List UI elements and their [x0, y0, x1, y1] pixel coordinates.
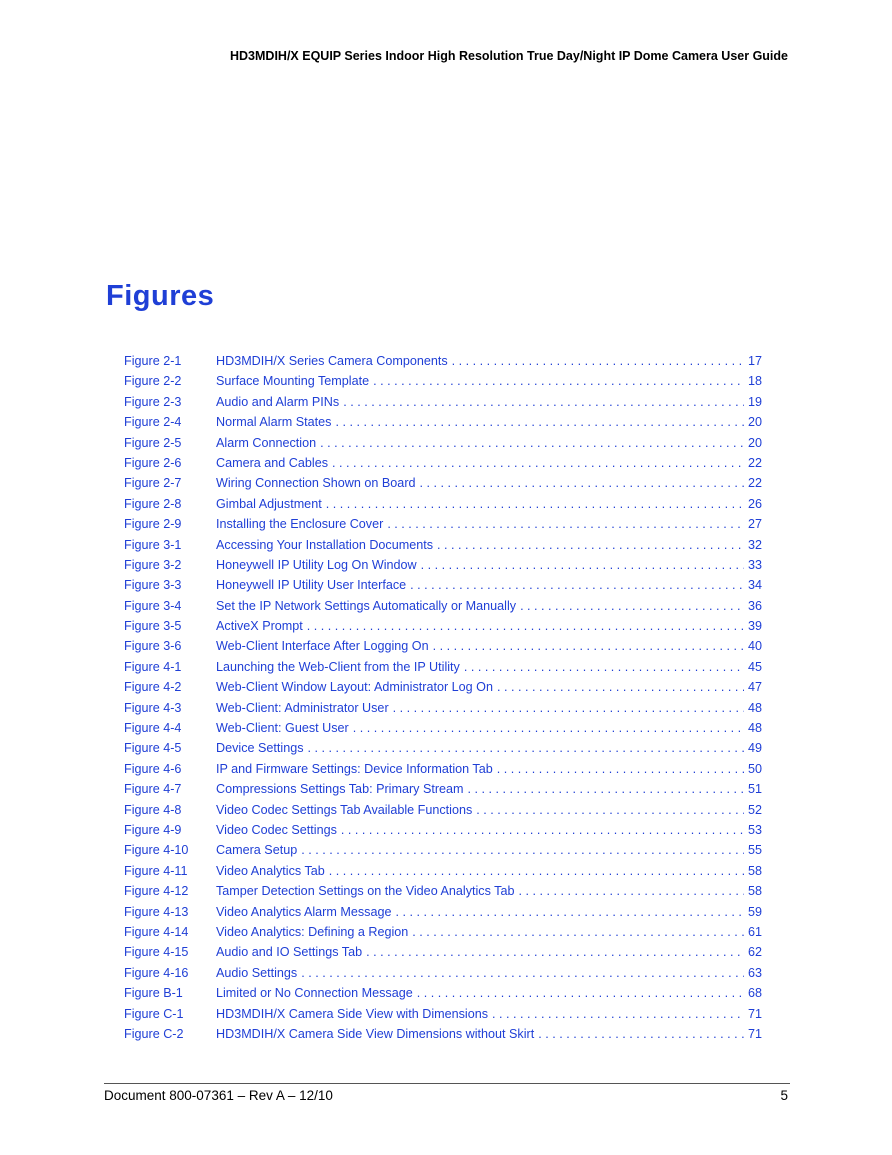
figure-number-link[interactable]: Figure 4-13 [124, 904, 189, 919]
figure-page-number-link[interactable]: 19 [747, 394, 762, 409]
figure-list-item[interactable] [124, 905, 762, 925]
figure-title-link[interactable]: Normal Alarm States [216, 415, 332, 430]
dot-leader [301, 966, 744, 980]
dot-leader [492, 1007, 744, 1021]
figure-page-number-link[interactable]: 55 [747, 843, 762, 858]
dot-leader [366, 945, 744, 959]
figure-list-item[interactable] [124, 701, 762, 721]
figure-list-item[interactable] [124, 395, 762, 415]
dot-leader [421, 558, 744, 572]
figure-number-link[interactable]: Figure 4-8 [124, 802, 182, 817]
figure-page-number-link[interactable]: 39 [747, 619, 762, 634]
dot-leader [329, 864, 744, 878]
dot-leader [437, 538, 744, 552]
figure-number-link[interactable]: Figure 4-5 [124, 741, 182, 756]
figure-number-link[interactable]: Figure 2-5 [124, 435, 182, 450]
figure-title-link[interactable]: Audio and IO Settings Tab [216, 945, 363, 960]
figure-list-item[interactable] [124, 741, 762, 761]
dot-leader [387, 517, 744, 531]
dot-leader [412, 925, 744, 939]
figure-list-item[interactable] [124, 884, 762, 904]
dot-leader [301, 843, 744, 857]
figure-number-link[interactable]: Figure 2-7 [124, 476, 182, 491]
figure-number-link[interactable]: Figure 4-1 [124, 659, 182, 674]
footer-divider [104, 1083, 790, 1084]
figure-number-link[interactable]: Figure 3-1 [124, 537, 182, 552]
figure-page-number-link[interactable]: 33 [747, 557, 762, 572]
dot-leader [420, 476, 744, 490]
figure-title-link[interactable]: Surface Mounting Template [216, 374, 370, 389]
figure-page-number-link[interactable]: 45 [747, 659, 762, 674]
figure-number-link[interactable]: Figure 3-6 [124, 639, 182, 654]
figure-title-link[interactable]: Launching the Web-Client from the IP Utility [216, 659, 460, 674]
figure-number-link[interactable]: Figure 2-4 [124, 415, 182, 430]
dot-leader [343, 395, 744, 409]
figure-title-link[interactable]: Installing the Enclosure Cover [216, 517, 384, 532]
figure-number-link[interactable]: Figure 4-3 [124, 700, 182, 715]
dot-leader [468, 782, 744, 796]
dot-leader [308, 741, 744, 755]
figure-title-link[interactable]: Camera and Cables [216, 455, 329, 470]
figure-page-number-link[interactable]: 40 [747, 639, 762, 654]
footer-document-info: Document 800-07361 – Rev A – 12/10 [104, 1088, 333, 1103]
figure-list-item[interactable] [124, 578, 762, 598]
figure-page-number-link[interactable]: 68 [747, 986, 762, 1001]
figure-title-link[interactable]: IP and Firmware Settings: Device Information Tab [216, 761, 493, 776]
figure-page-number-link[interactable]: 59 [747, 904, 762, 919]
figure-number-link[interactable]: Figure 4-6 [124, 761, 182, 776]
figure-title-link[interactable]: Video Analytics Tab [216, 863, 325, 878]
page-title: Figures [106, 280, 215, 312]
figure-title-link[interactable]: Audio Settings [216, 965, 298, 980]
dot-leader [538, 1027, 744, 1041]
figure-list-item[interactable] [124, 721, 762, 741]
figure-number-link[interactable]: Figure B-1 [124, 986, 183, 1001]
figure-title-link[interactable]: Video Codec Settings Tab Available Functions [216, 802, 473, 817]
figure-list-item[interactable] [124, 619, 762, 639]
dot-leader [307, 619, 744, 633]
figures-list [124, 354, 762, 1047]
figure-title-link[interactable]: Video Analytics: Defining a Region [216, 924, 409, 939]
figure-page-number-link[interactable]: 53 [747, 822, 762, 837]
figure-number-link[interactable]: Figure 4-15 [124, 945, 189, 960]
figure-page-number-link[interactable]: 58 [747, 863, 762, 878]
figure-number-link[interactable]: Figure 4-11 [124, 863, 188, 878]
dot-leader [320, 436, 744, 450]
figure-list-item[interactable] [124, 1007, 762, 1027]
figure-page-number-link[interactable]: 48 [747, 700, 762, 715]
figure-page-number-link[interactable]: 26 [747, 496, 762, 511]
dot-leader [341, 823, 744, 837]
figure-number-link[interactable]: Figure 3-4 [124, 598, 182, 613]
figure-list-item[interactable] [124, 864, 762, 884]
figure-title-link[interactable]: Alarm Connection [216, 435, 317, 450]
figure-page-number-link[interactable]: 51 [747, 782, 762, 797]
figure-title-link[interactable]: Web-Client Window Layout: Administrator Log On [216, 680, 493, 695]
figure-title-link[interactable]: Honeywell IP Utility User Interface [216, 578, 407, 593]
figure-page-number-link[interactable]: 49 [747, 741, 762, 756]
figure-title-link[interactable]: Web-Client: Administrator User [216, 700, 389, 715]
dot-leader [417, 986, 744, 1000]
figure-title-link[interactable]: Honeywell IP Utility Log On Window [216, 557, 417, 572]
dot-leader [464, 660, 744, 674]
figure-list-item[interactable] [124, 843, 762, 863]
figure-title-link[interactable]: Gimbal Adjustment [216, 496, 322, 511]
figure-list-item[interactable] [124, 782, 762, 802]
figure-number-link[interactable]: Figure 3-2 [124, 557, 182, 572]
dot-leader [476, 803, 744, 817]
figure-number-link[interactable]: Figure C-1 [124, 1006, 184, 1021]
figure-list-item[interactable] [124, 823, 762, 843]
figure-list-item[interactable] [124, 538, 762, 558]
figure-number-link[interactable]: Figure 2-2 [124, 374, 182, 389]
figure-number-link[interactable]: Figure 2-1 [124, 354, 182, 368]
figure-list-item[interactable] [124, 639, 762, 659]
figure-page-number-link[interactable]: 48 [747, 721, 762, 736]
dot-leader [433, 639, 744, 653]
figure-number-link[interactable]: Figure 2-3 [124, 394, 182, 409]
dot-leader [497, 680, 744, 694]
figure-page-number-link[interactable]: 71 [747, 1026, 762, 1041]
dot-leader [373, 374, 744, 388]
figure-title-link[interactable]: Web-Client Interface After Logging On [216, 639, 429, 654]
figure-list-item[interactable] [124, 517, 762, 537]
figure-title-link[interactable]: Wiring Connection Shown on Board [216, 476, 416, 491]
figure-list-item[interactable] [124, 599, 762, 619]
figure-number-link[interactable]: Figure 2-9 [124, 517, 182, 532]
dot-leader [452, 354, 744, 368]
figure-number-link[interactable]: Figure C-2 [124, 1026, 184, 1041]
figure-title-link[interactable]: Limited or No Connection Message [216, 986, 413, 1001]
figure-list-item[interactable] [124, 945, 762, 965]
dot-leader [393, 701, 744, 715]
figure-number-link[interactable]: Figure 4-2 [124, 680, 182, 695]
figure-number-link[interactable]: Figure 3-5 [124, 619, 182, 634]
dot-leader [410, 578, 744, 592]
figure-title-link[interactable]: Camera Setup [216, 843, 298, 858]
figure-number-link[interactable]: Figure 4-14 [124, 924, 189, 939]
figure-page-number-link[interactable]: 22 [747, 455, 762, 470]
figure-number-link[interactable]: Figure 4-12 [124, 884, 189, 899]
figure-list-item[interactable] [124, 803, 762, 823]
figure-page-number-link[interactable]: 61 [747, 924, 762, 939]
figure-list-item[interactable] [124, 680, 762, 700]
dot-leader [335, 415, 744, 429]
figure-page-number-link[interactable]: 71 [747, 1006, 762, 1021]
footer-page-number: 5 [780, 1088, 788, 1103]
figure-list-item[interactable] [124, 966, 762, 986]
figure-list-item[interactable] [124, 925, 762, 945]
figure-page-number-link[interactable]: 18 [747, 374, 762, 389]
figure-list-item[interactable] [124, 415, 762, 435]
figure-list-item[interactable] [124, 558, 762, 578]
figure-page-number-link[interactable]: 20 [747, 415, 762, 430]
figure-list-item[interactable] [124, 436, 762, 456]
figure-list-item[interactable] [124, 354, 762, 374]
figure-page-number-link[interactable]: 36 [747, 598, 762, 613]
figure-page-number-link[interactable]: 58 [747, 884, 762, 899]
figure-page-number-link[interactable]: 47 [747, 680, 762, 695]
figure-title-link[interactable]: ActiveX Prompt [216, 619, 303, 634]
figure-number-link[interactable]: Figure 4-16 [124, 965, 189, 980]
figure-number-link[interactable]: Figure 2-6 [124, 455, 182, 470]
figure-number-link[interactable]: Figure 4-4 [124, 721, 182, 736]
figure-title-link[interactable]: Set the IP Network Settings Automatically or Manually [216, 598, 517, 613]
figure-list-item[interactable] [124, 986, 762, 1006]
figure-list-item[interactable] [124, 374, 762, 394]
figure-title-link[interactable]: Tamper Detection Settings on the Video Analytics Tab [216, 884, 515, 899]
dot-leader [520, 599, 744, 613]
figure-number-link[interactable]: Figure 4-9 [124, 822, 182, 837]
running-header: HD3MDIH/X EQUIP Series Indoor High Resolution True Day/Night IP Dome Camera User Guide [230, 49, 788, 63]
figure-page-number-link[interactable]: 22 [747, 476, 762, 491]
figure-list-item[interactable] [124, 762, 762, 782]
dot-leader [353, 721, 744, 735]
figure-list-item[interactable] [124, 660, 762, 680]
figure-page-number-link[interactable]: 62 [747, 945, 762, 960]
figure-page-number-link[interactable]: 63 [747, 965, 762, 980]
figure-page-number-link[interactable]: 50 [747, 761, 762, 776]
dot-leader [518, 884, 744, 898]
figure-number-link[interactable]: Figure 4-10 [124, 843, 189, 858]
figure-title-link[interactable]: Compressions Settings Tab: Primary Stream [216, 782, 464, 797]
dot-leader [395, 905, 744, 919]
figure-page-number-link[interactable]: 52 [747, 802, 762, 817]
figure-list-item[interactable] [124, 497, 762, 517]
figure-title-link[interactable]: Device Settings [216, 741, 304, 756]
figure-title-link[interactable]: HD3MDIH/X Camera Side View with Dimensions [216, 1006, 489, 1021]
figure-page-number-link[interactable]: 34 [747, 578, 762, 593]
dot-leader [326, 497, 744, 511]
figure-list-item[interactable] [124, 456, 762, 476]
figure-list-item[interactable] [124, 1027, 762, 1047]
figure-page-number-link[interactable]: 20 [747, 435, 762, 450]
figure-title-link[interactable]: Video Analytics Alarm Message [216, 904, 392, 919]
dot-leader [497, 762, 744, 776]
figure-title-link[interactable]: Accessing Your Installation Documents [216, 537, 434, 552]
figure-title-link[interactable]: Web-Client: Guest User [216, 721, 349, 736]
figure-title-link[interactable]: Audio and Alarm PINs [216, 394, 340, 409]
figure-number-link[interactable]: Figure 3-3 [124, 578, 182, 593]
figure-title-link[interactable]: Video Codec Settings [216, 822, 337, 837]
figure-title-link[interactable]: HD3MDIH/X Series Camera Components [216, 354, 448, 368]
figure-number-link[interactable]: Figure 2-8 [124, 496, 182, 511]
figure-page-number-link[interactable]: 17 [747, 354, 762, 368]
dot-leader [332, 456, 744, 470]
figure-list-item[interactable] [124, 476, 762, 496]
figure-title-link[interactable]: HD3MDIH/X Camera Side View Dimensions without Skirt [216, 1026, 535, 1041]
figure-number-link[interactable]: Figure 4-7 [124, 782, 182, 797]
figure-page-number-link[interactable]: 27 [747, 517, 762, 532]
figure-page-number-link[interactable]: 32 [747, 537, 762, 552]
